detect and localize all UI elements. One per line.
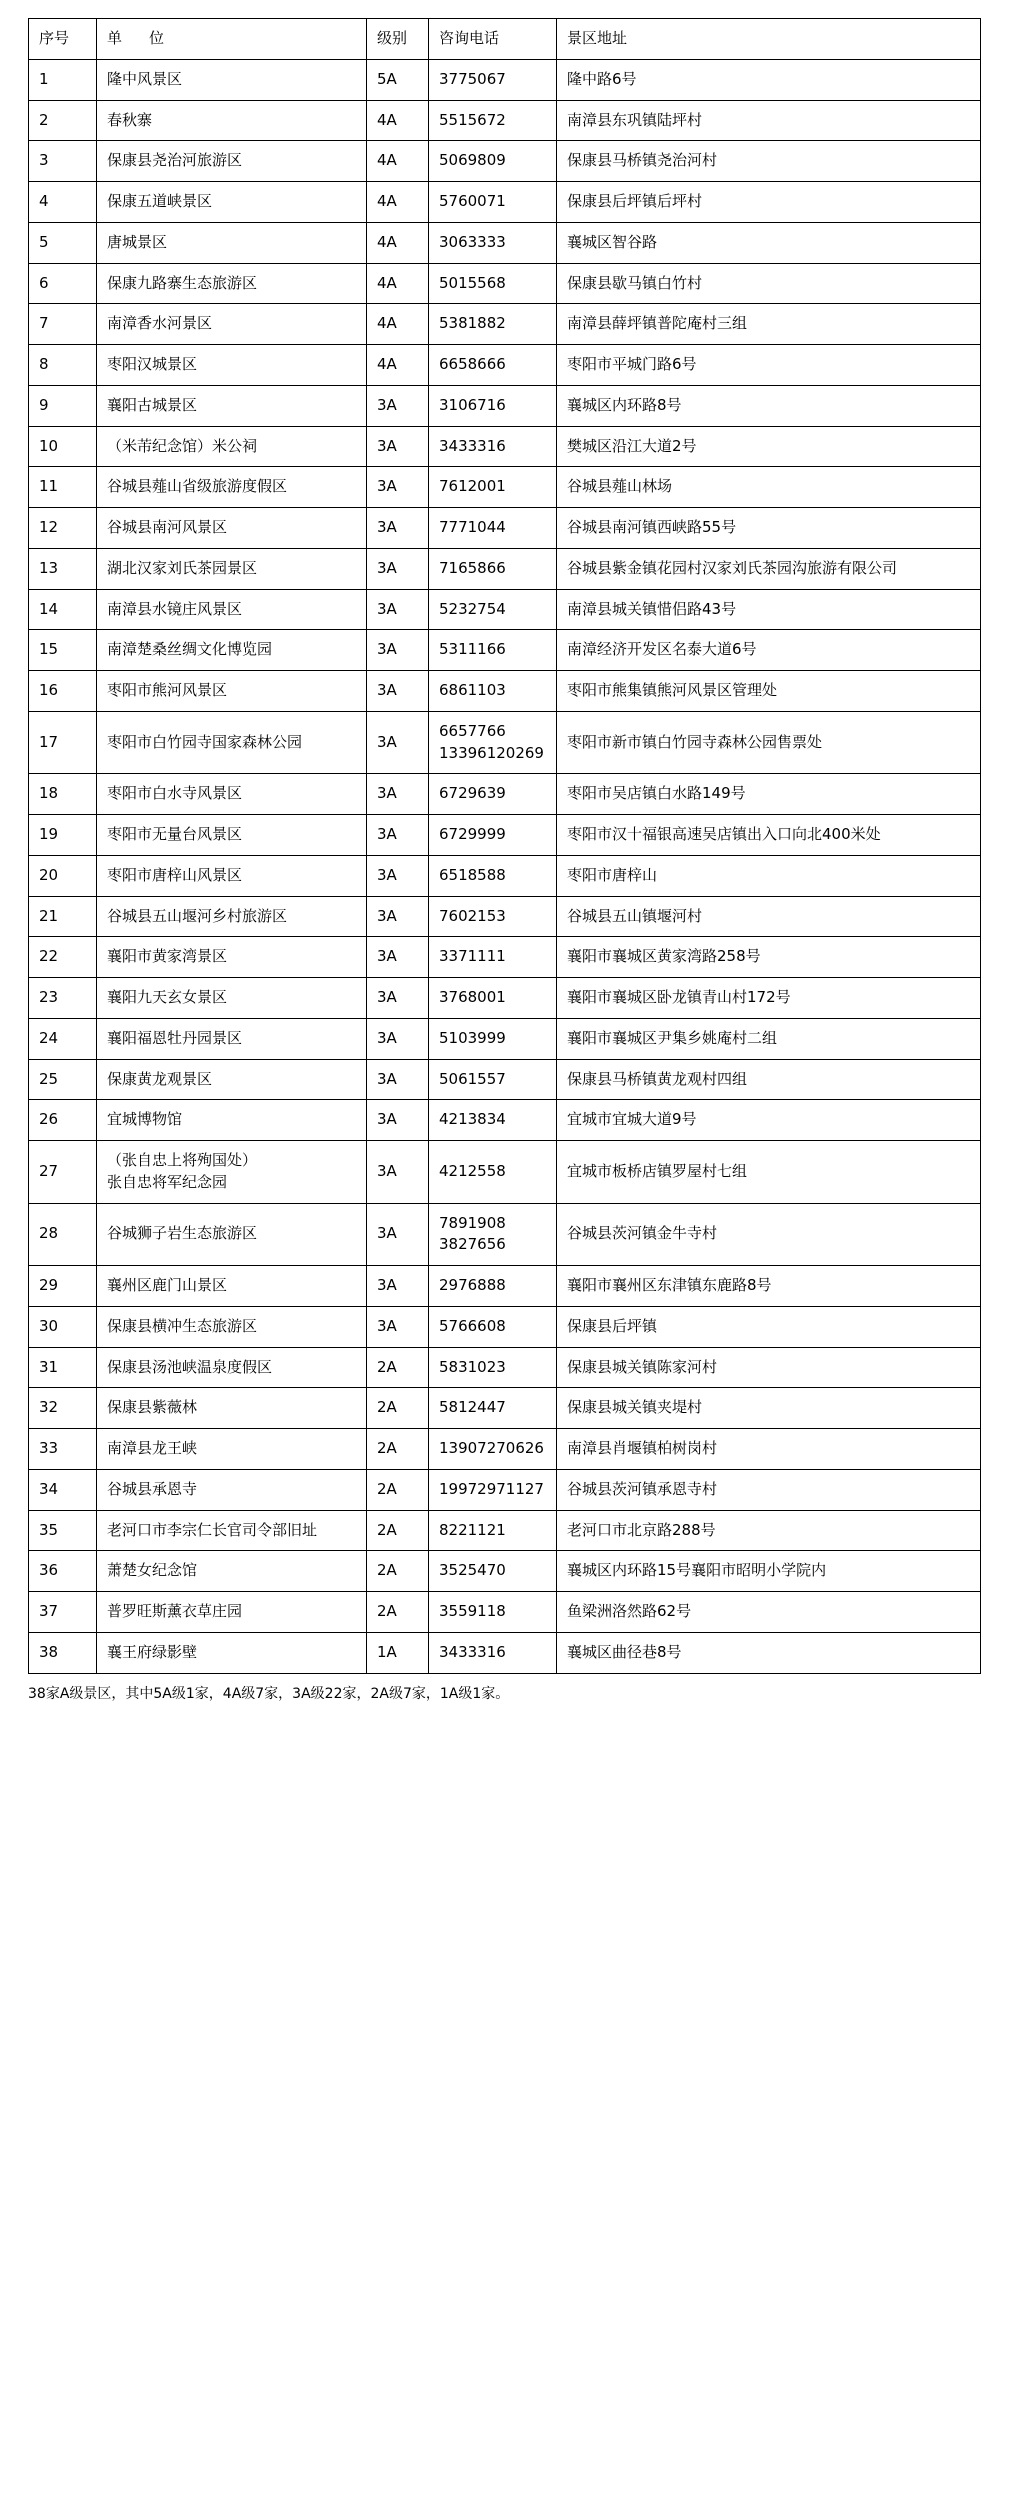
- cell-unit-name: 枣阳市熊河风景区: [97, 671, 367, 712]
- cell-phone-line: 13396120269: [439, 743, 544, 762]
- cell-index: 28: [29, 1203, 97, 1266]
- cell-level: 3A: [367, 508, 429, 549]
- cell-level: 3A: [367, 1059, 429, 1100]
- table-row: [29, 855, 981, 896]
- cell-level: 3A: [367, 1141, 429, 1204]
- cell-index: 19: [29, 815, 97, 856]
- column-header-phone: 咨询电话: [429, 19, 557, 60]
- cell-unit-name: 隆中风景区: [97, 59, 367, 100]
- cell-index: 3: [29, 141, 97, 182]
- cell-phone: 2976888: [429, 1266, 557, 1307]
- cell-index: 38: [29, 1632, 97, 1673]
- cell-phone: 5515672: [429, 100, 557, 141]
- cell-level: 4A: [367, 182, 429, 223]
- cell-address: 枣阳市吴店镇白水路149号: [557, 774, 981, 815]
- cell-level: 1A: [367, 1632, 429, 1673]
- cell-phone: 6729639: [429, 774, 557, 815]
- cell-phone: 3559118: [429, 1592, 557, 1633]
- cell-level: 3A: [367, 774, 429, 815]
- cell-index: 31: [29, 1347, 97, 1388]
- cell-unit-name: 湖北汉家刘氏茶园景区: [97, 548, 367, 589]
- cell-unit-name: 襄阳福恩牡丹园景区: [97, 1018, 367, 1059]
- table-row: [29, 222, 981, 263]
- table-header: [29, 19, 981, 60]
- cell-phone: 5831023: [429, 1347, 557, 1388]
- table-row: [29, 774, 981, 815]
- cell-address: 谷城县薤山林场: [557, 467, 981, 508]
- table-header-row: [29, 19, 981, 60]
- cell-index: 36: [29, 1551, 97, 1592]
- cell-level: 3A: [367, 1203, 429, 1266]
- cell-index: 9: [29, 385, 97, 426]
- column-header-address: 景区地址: [557, 19, 981, 60]
- cell-index: 37: [29, 1592, 97, 1633]
- cell-index: 18: [29, 774, 97, 815]
- cell-level: 3A: [367, 1266, 429, 1307]
- table-row: [29, 978, 981, 1019]
- cell-address: 隆中路6号: [557, 59, 981, 100]
- cell-phone: 3063333: [429, 222, 557, 263]
- cell-unit-name: 普罗旺斯薰衣草庄园: [97, 1592, 367, 1633]
- cell-level: 4A: [367, 222, 429, 263]
- cell-phone: 5311166: [429, 630, 557, 671]
- cell-level: 3A: [367, 1018, 429, 1059]
- cell-phone: 3433316: [429, 1632, 557, 1673]
- cell-level: 3A: [367, 711, 429, 774]
- table-row: [29, 1100, 981, 1141]
- cell-index: 16: [29, 671, 97, 712]
- cell-phone: 6861103: [429, 671, 557, 712]
- cell-unit-name: 保康五道峡景区: [97, 182, 367, 223]
- cell-address: 宜城市板桥店镇罗屋村七组: [557, 1141, 981, 1204]
- cell-index: 23: [29, 978, 97, 1019]
- cell-level: 3A: [367, 630, 429, 671]
- cell-phone-line: 7891908: [439, 1213, 506, 1232]
- cell-unit-name: 谷城县南河风景区: [97, 508, 367, 549]
- cell-level: 3A: [367, 896, 429, 937]
- table-body: [29, 59, 981, 1673]
- cell-phone: 3768001: [429, 978, 557, 1019]
- cell-unit-name: 保康县尧治河旅游区: [97, 141, 367, 182]
- cell-unit-name: 襄王府绿影壁: [97, 1632, 367, 1673]
- cell-address: 谷城县紫金镇花园村汉家刘氏茶园沟旅游有限公司: [557, 548, 981, 589]
- table-row: [29, 1266, 981, 1307]
- table-row: [29, 711, 981, 774]
- cell-index: 30: [29, 1306, 97, 1347]
- cell-unit-name: 谷城县薤山省级旅游度假区: [97, 467, 367, 508]
- cell-unit-name: 保康黄龙观景区: [97, 1059, 367, 1100]
- table-container: [28, 18, 988, 1674]
- cell-unit-name: 保康县紫薇林: [97, 1388, 367, 1429]
- cell-index: 15: [29, 630, 97, 671]
- cell-phone: 6518588: [429, 855, 557, 896]
- cell-phone: 3106716: [429, 385, 557, 426]
- table-row: [29, 1388, 981, 1429]
- cell-unit-name: 唐城景区: [97, 222, 367, 263]
- cell-phone: [429, 711, 557, 774]
- cell-phone: 5069809: [429, 141, 557, 182]
- cell-unit-name: 老河口市李宗仁长官司令部旧址: [97, 1510, 367, 1551]
- cell-index: 27: [29, 1141, 97, 1204]
- table-row: [29, 345, 981, 386]
- cell-address: 鱼梁洲洛然路62号: [557, 1592, 981, 1633]
- column-header-index: 序号: [29, 19, 97, 60]
- table-row: [29, 304, 981, 345]
- cell-address: 南漳县肖堰镇柏树岗村: [557, 1429, 981, 1470]
- cell-phone: [429, 1203, 557, 1266]
- cell-phone: 5381882: [429, 304, 557, 345]
- table-row: [29, 1592, 981, 1633]
- cell-index: 4: [29, 182, 97, 223]
- cell-address: 保康县后坪镇: [557, 1306, 981, 1347]
- cell-unit-name: 谷城县承恩寺: [97, 1469, 367, 1510]
- table-row: [29, 1469, 981, 1510]
- cell-phone: 3371111: [429, 937, 557, 978]
- cell-address: 襄城区内环路15号襄阳市昭明小学院内: [557, 1551, 981, 1592]
- cell-index: 2: [29, 100, 97, 141]
- cell-phone: 4212558: [429, 1141, 557, 1204]
- cell-address: 谷城县南河镇西峡路55号: [557, 508, 981, 549]
- cell-phone: 6658666: [429, 345, 557, 386]
- cell-phone: 4213834: [429, 1100, 557, 1141]
- table-row: [29, 1429, 981, 1470]
- cell-level: 4A: [367, 141, 429, 182]
- cell-level: 2A: [367, 1510, 429, 1551]
- table-row: [29, 59, 981, 100]
- cell-address: 襄阳市襄城区黄家湾路258号: [557, 937, 981, 978]
- cell-index: 13: [29, 548, 97, 589]
- cell-unit-name: 保康县汤池峡温泉度假区: [97, 1347, 367, 1388]
- table-row: [29, 508, 981, 549]
- cell-address: 枣阳市唐梓山: [557, 855, 981, 896]
- cell-unit-name: 保康九路寨生态旅游区: [97, 263, 367, 304]
- cell-unit-name: 谷城狮子岩生态旅游区: [97, 1203, 367, 1266]
- table-row: [29, 100, 981, 141]
- cell-address: 南漳县东巩镇陆坪村: [557, 100, 981, 141]
- cell-unit-name: 谷城县五山堰河乡村旅游区: [97, 896, 367, 937]
- table-row: [29, 1306, 981, 1347]
- table-row: [29, 1632, 981, 1673]
- cell-level: 3A: [367, 548, 429, 589]
- cell-phone: 3775067: [429, 59, 557, 100]
- cell-unit-name: 枣阳汉城景区: [97, 345, 367, 386]
- cell-address: 枣阳市汉十福银高速吴店镇出入口向北400米处: [557, 815, 981, 856]
- cell-unit-name: 春秋寨: [97, 100, 367, 141]
- cell-index: 8: [29, 345, 97, 386]
- cell-phone: 7612001: [429, 467, 557, 508]
- cell-address: 保康县城关镇陈家河村: [557, 1347, 981, 1388]
- cell-unit-name: 宜城博物馆: [97, 1100, 367, 1141]
- cell-address: 南漳经济开发区名泰大道6号: [557, 630, 981, 671]
- table-row: [29, 141, 981, 182]
- scenic-area-table: [28, 18, 981, 1674]
- cell-address: 襄阳市襄城区卧龙镇青山村172号: [557, 978, 981, 1019]
- cell-unit-name: 襄州区鹿门山景区: [97, 1266, 367, 1307]
- cell-level: 4A: [367, 263, 429, 304]
- cell-phone: 5232754: [429, 589, 557, 630]
- cell-address: 襄阳市襄城区尹集乡姚庵村二组: [557, 1018, 981, 1059]
- cell-index: 24: [29, 1018, 97, 1059]
- cell-phone-line: 3827656: [439, 1235, 506, 1254]
- cell-index: 26: [29, 1100, 97, 1141]
- cell-index: 11: [29, 467, 97, 508]
- cell-level: 3A: [367, 1306, 429, 1347]
- cell-phone: 13907270626: [429, 1429, 557, 1470]
- cell-phone: 6729999: [429, 815, 557, 856]
- cell-level: 3A: [367, 1100, 429, 1141]
- cell-unit-name: 南漳香水河景区: [97, 304, 367, 345]
- cell-phone: 7165866: [429, 548, 557, 589]
- cell-level: 3A: [367, 815, 429, 856]
- cell-index: 17: [29, 711, 97, 774]
- cell-address: 老河口市北京路288号: [557, 1510, 981, 1551]
- cell-level: 3A: [367, 426, 429, 467]
- cell-level: 3A: [367, 467, 429, 508]
- cell-unit-name: 襄阳古城景区: [97, 385, 367, 426]
- cell-address: 襄城区内环路8号: [557, 385, 981, 426]
- cell-address: 宜城市宜城大道9号: [557, 1100, 981, 1141]
- cell-address: 保康县马桥镇黄龙观村四组: [557, 1059, 981, 1100]
- cell-address: 保康县马桥镇尧治河村: [557, 141, 981, 182]
- cell-index: 12: [29, 508, 97, 549]
- cell-level: 4A: [367, 304, 429, 345]
- cell-index: 21: [29, 896, 97, 937]
- cell-unit-name: 枣阳市白水寺风景区: [97, 774, 367, 815]
- cell-index: 10: [29, 426, 97, 467]
- table-row: [29, 815, 981, 856]
- cell-unit-name: 襄阳九天玄女景区: [97, 978, 367, 1019]
- cell-level: 5A: [367, 59, 429, 100]
- table-row: [29, 426, 981, 467]
- table-row: [29, 589, 981, 630]
- cell-level: 2A: [367, 1388, 429, 1429]
- cell-level: 3A: [367, 385, 429, 426]
- cell-address: 枣阳市熊集镇熊河风景区管理处: [557, 671, 981, 712]
- table-row: [29, 182, 981, 223]
- cell-phone: 5015568: [429, 263, 557, 304]
- cell-index: 34: [29, 1469, 97, 1510]
- cell-unit-name: 枣阳市白竹园寺国家森林公园: [97, 711, 367, 774]
- table-row: [29, 263, 981, 304]
- cell-phone-line: 6657766: [439, 721, 506, 740]
- table-row: [29, 1018, 981, 1059]
- cell-level: 2A: [367, 1469, 429, 1510]
- cell-phone: 5760071: [429, 182, 557, 223]
- table-row: [29, 1059, 981, 1100]
- table-row: [29, 896, 981, 937]
- table-row: [29, 1203, 981, 1266]
- cell-index: 25: [29, 1059, 97, 1100]
- cell-address: 南漳县城关镇惜侣路43号: [557, 589, 981, 630]
- cell-index: 32: [29, 1388, 97, 1429]
- cell-phone: 5812447: [429, 1388, 557, 1429]
- cell-level: 3A: [367, 589, 429, 630]
- cell-address: 襄阳市襄州区东津镇东鹿路8号: [557, 1266, 981, 1307]
- cell-unit-name: [97, 1141, 367, 1204]
- cell-address: 保康县后坪镇后坪村: [557, 182, 981, 223]
- cell-address: 谷城县茨河镇承恩寺村: [557, 1469, 981, 1510]
- cell-address: 南漳县薛坪镇普陀庵村三组: [557, 304, 981, 345]
- cell-address: 樊城区沿江大道2号: [557, 426, 981, 467]
- table-row: [29, 671, 981, 712]
- cell-level: 2A: [367, 1429, 429, 1470]
- cell-address: 枣阳市新市镇白竹园寺森林公园售票处: [557, 711, 981, 774]
- cell-address: 枣阳市平城门路6号: [557, 345, 981, 386]
- cell-address: 保康县歇马镇白竹村: [557, 263, 981, 304]
- cell-unit-name: 枣阳市无量台风景区: [97, 815, 367, 856]
- cell-address: 谷城县茨河镇金牛寺村: [557, 1203, 981, 1266]
- cell-level: 3A: [367, 978, 429, 1019]
- cell-phone: 7602153: [429, 896, 557, 937]
- cell-phone: 3525470: [429, 1551, 557, 1592]
- cell-index: 6: [29, 263, 97, 304]
- cell-index: 7: [29, 304, 97, 345]
- cell-phone: 5061557: [429, 1059, 557, 1100]
- cell-address: 襄城区智谷路: [557, 222, 981, 263]
- table-row: [29, 1141, 981, 1204]
- cell-index: 1: [29, 59, 97, 100]
- cell-index: 5: [29, 222, 97, 263]
- cell-level: 3A: [367, 855, 429, 896]
- cell-unit-name: 南漳楚桑丝绸文化博览园: [97, 630, 367, 671]
- cell-phone: 7771044: [429, 508, 557, 549]
- cell-level: 4A: [367, 100, 429, 141]
- cell-index: 22: [29, 937, 97, 978]
- table-row: [29, 548, 981, 589]
- cell-unit-name: 襄阳市黄家湾景区: [97, 937, 367, 978]
- table-row: [29, 937, 981, 978]
- table-row: [29, 467, 981, 508]
- cell-level: 3A: [367, 937, 429, 978]
- cell-address: 保康县城关镇夹堤村: [557, 1388, 981, 1429]
- cell-level: 3A: [367, 671, 429, 712]
- cell-unit-name-line: （张自忠上将殉国处）: [107, 1151, 258, 1169]
- cell-unit-name: 保康县横冲生态旅游区: [97, 1306, 367, 1347]
- cell-index: 29: [29, 1266, 97, 1307]
- cell-phone: 19972971127: [429, 1469, 557, 1510]
- cell-level: 4A: [367, 345, 429, 386]
- cell-level: 2A: [367, 1592, 429, 1633]
- table-row: [29, 385, 981, 426]
- cell-unit-name: 枣阳市唐梓山风景区: [97, 855, 367, 896]
- cell-phone: 5103999: [429, 1018, 557, 1059]
- cell-index: 33: [29, 1429, 97, 1470]
- cell-level: 2A: [367, 1347, 429, 1388]
- cell-unit-name: 南漳县龙王峡: [97, 1429, 367, 1470]
- table-row: [29, 1510, 981, 1551]
- cell-phone: 3433316: [429, 426, 557, 467]
- cell-phone: 5766608: [429, 1306, 557, 1347]
- cell-index: 35: [29, 1510, 97, 1551]
- table-footnote: 38家A级景区，其中5A级1家，4A级7家，3A级22家，2A级7家，1A级1家。: [28, 1685, 510, 1702]
- cell-level: 2A: [367, 1551, 429, 1592]
- table-row: [29, 1551, 981, 1592]
- cell-phone: 8221121: [429, 1510, 557, 1551]
- cell-unit-name: 南漳县水镜庄风景区: [97, 589, 367, 630]
- cell-unit-name: （米芾纪念馆）米公祠: [97, 426, 367, 467]
- cell-index: 14: [29, 589, 97, 630]
- cell-unit-name: 萧楚女纪念馆: [97, 1551, 367, 1592]
- table-row: [29, 1347, 981, 1388]
- column-header-unit: [97, 19, 367, 60]
- table-row: [29, 630, 981, 671]
- cell-unit-name-line: 张自忠将军纪念园: [107, 1172, 228, 1191]
- column-header-level: 级别: [367, 19, 429, 60]
- column-header-unit-label: 单 位: [107, 29, 171, 47]
- cell-address: 襄城区曲径巷8号: [557, 1632, 981, 1673]
- cell-index: 20: [29, 855, 97, 896]
- cell-address: 谷城县五山镇堰河村: [557, 896, 981, 937]
